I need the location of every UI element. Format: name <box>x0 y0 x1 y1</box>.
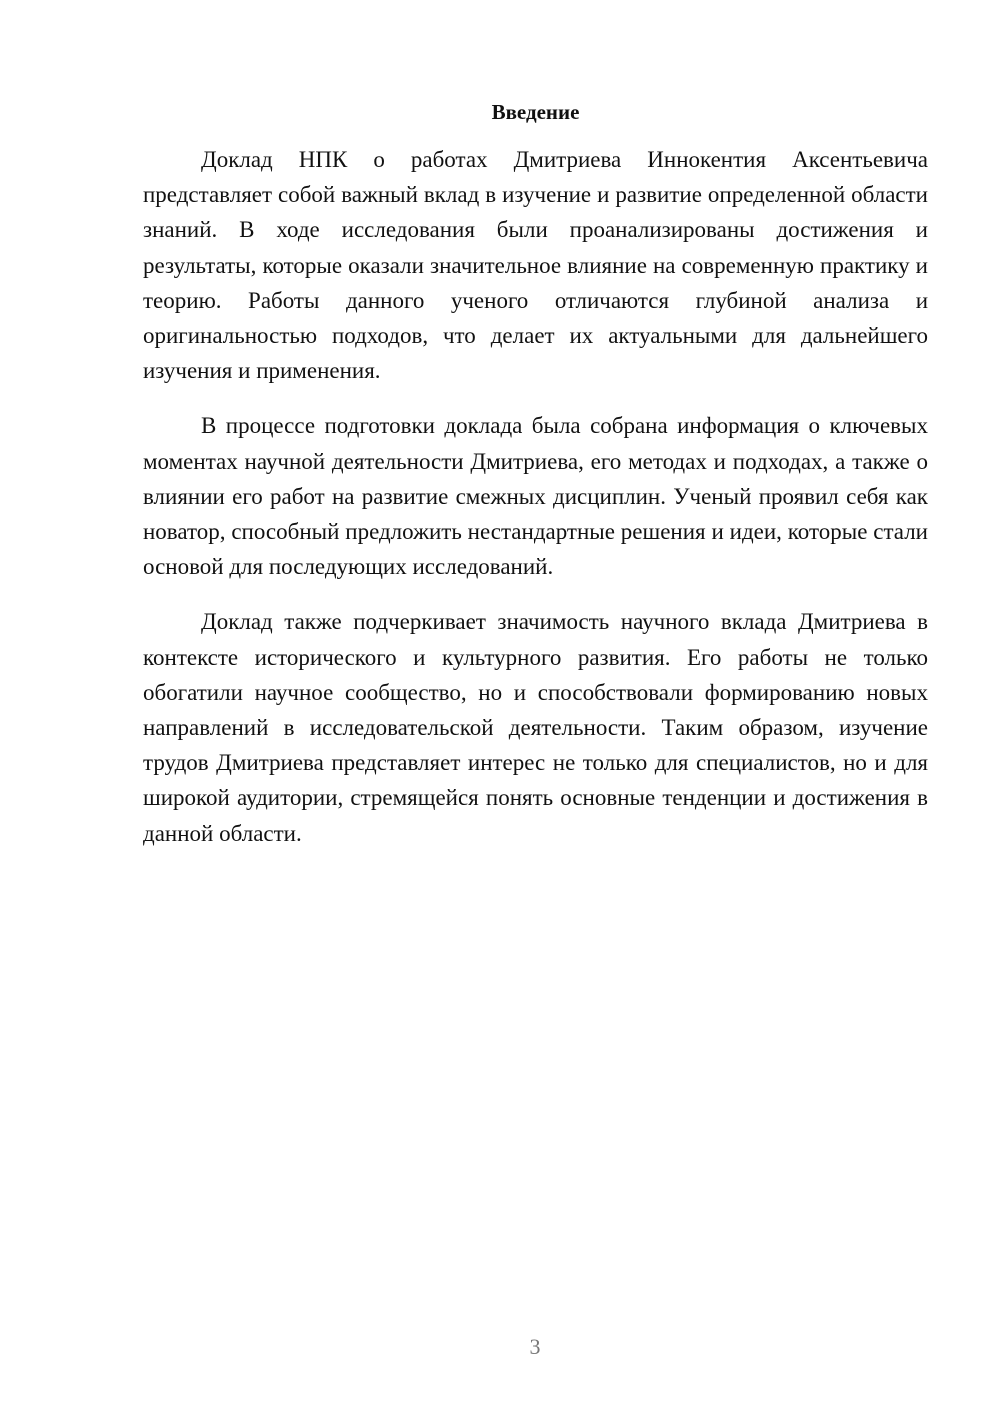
paragraph-1: Доклад НПК о работах Дмитриева Иннокентия Аксентьевича представляет собой важный вклад в изучение и развитие определенной области знаний. В ходе исследования были проанализированы достижения и результаты, которые оказали значительное влияние на современную практику и теорию. Работы данного ученого отличаются глубиной анализа и оригинальностью подходов, что делает их актуальными для дальнейшего изучения и применения. <box>143 147 928 384</box>
page-number: 3 <box>529 1334 541 1359</box>
body-text <box>143 142 928 871</box>
section-heading: Введение <box>491 100 580 124</box>
paragraph-3: Доклад также подчеркивает значимость научного вклада Дмитриева в контексте исторического и культурного развития. Его работы не только обогатили научное сообщество, но и способствовали формированию новых направлений в исследовательской деятельности. Таким образом, изучение трудов Дмитриева представляет интерес не только для специалистов, но и для широкой аудитории, стремящейся понять основные тенденции и достижения в данной области. <box>143 609 928 846</box>
paragraph-2: В процессе подготовки доклада была собрана информация о ключевых моментах научной деятельности Дмитриева, его методах и подходах, а также о влиянии его работ на развитие смежных дисциплин. Ученый проявил себя как новатор, способный предложить нестандартные решения и идеи, которые стали основой для последующих исследований. <box>143 413 928 580</box>
